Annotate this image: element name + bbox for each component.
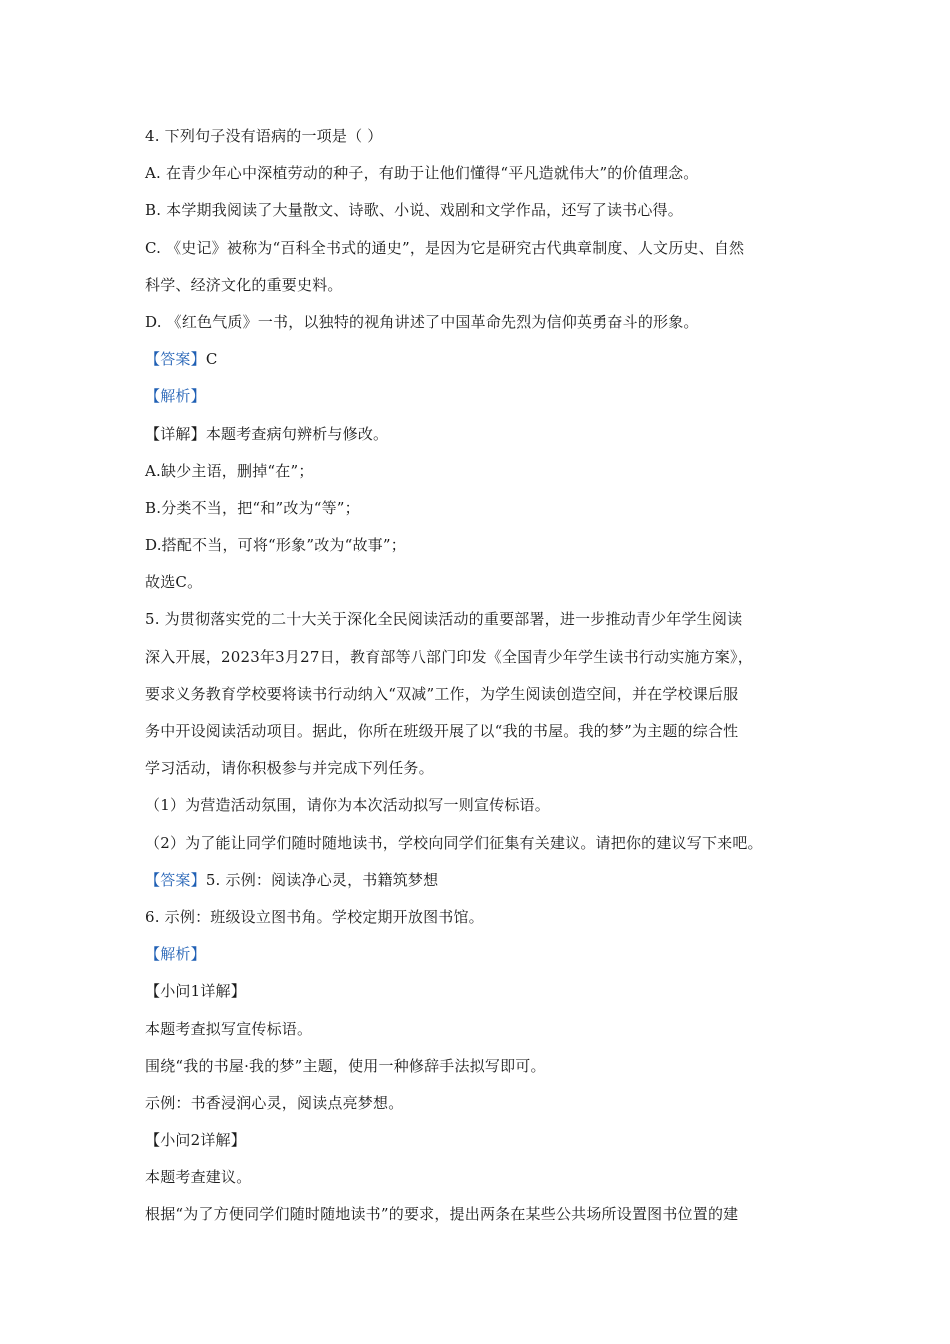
question-4-answer [145,341,815,378]
question-5-stem-line-1: 5. 为贯彻落实党的二十大关于深化全民阅读活动的重要部署，进一步推动青少年学生阅读 [145,610,743,629]
question-5-stem-line-5: 学习活动，请你积极参与并完成下列任务。 [145,759,434,778]
question-5-stem-line-3: 要求义务教育学校要将读书行动纳入“双减”工作，为学生阅读创造空间，并在学校课后服 [145,684,739,703]
analysis-tag: 【解析】 [145,387,206,406]
question-5-stem-line-2: 深入开展，2023年3月27日，教育部等八部门印发《全国青少年学生读书行动实施方案》， [145,647,753,666]
question-4-option-b: B. 本学期我阅读了大量散文、诗歌、小说、戏剧和文学作品，还写了读书心得。 [145,201,683,220]
answer-tag: 【答案】 [145,870,206,889]
question-5-analysis [145,936,815,973]
question-4-analysis [145,378,815,415]
sub-question-1-heading: 【小问1详解】 [145,982,246,1001]
question-4-option-c-continued: 科学、经济文化的重要史料。 [145,275,343,294]
question-4-fix-a: A.缺少主语，删掉“在”； [145,461,314,480]
sub-question-1-line-1: 本题考查拟写宣传标语。 [145,1019,313,1038]
answer-value: C [205,350,218,369]
question-5-task-1: （1）为营造活动氛围，请你为本次活动拟写一则宣传标语。 [145,796,550,815]
sub-question-2-line-1: 本题考查建议。 [145,1168,252,1187]
question-4-option-c: C. 《史记》被称为“百科全书式的通史”，是因为它是研究古代典章制度、人文历史、自然 [145,238,745,257]
question-4-fix-d: D.搭配不当，可将“形象”改为“故事”； [145,536,406,555]
question-5-task-2: （2）为了能让同学们随时随地读书，学校向同学们征集有关建议。请把你的建议写下来吧。 [145,833,763,852]
question-4-conclusion: 故选C。 [145,573,203,592]
detail-text: 本题考查病句辨析与修改。 [205,424,389,443]
sub-question-1-line-3: 示例：书香浸润心灵，阅读点亮梦想。 [145,1093,404,1112]
question-4-option-a: A. 在青少年心中深植劳动的种子，有助于让他们懂得“平凡造就伟大”的价值理念。 [145,164,699,183]
question-4-detail [145,416,815,453]
analysis-tag: 【解析】 [145,945,206,964]
sub-question-1-line-2: 围绕“我的书屋·我的梦”主题，使用一种修辞手法拟写即可。 [145,1056,546,1075]
sub-question-2-heading: 【小问2详解】 [145,1131,246,1150]
answer-tag: 【答案】 [145,350,206,369]
question-5-answer [145,862,815,899]
sub-question-2-line-2: 根据“为了方便同学们随时随地读书”的要求，提出两条在某些公共场所设置图书位置的建 [145,1205,739,1224]
question-4-stem: 4. 下列句子没有语病的一项是（ ） [145,127,383,145]
question-4-option-d: D. 《红色气质》一书，以独特的视角讲述了中国革命先烈为信仰英勇奋斗的形象。 [145,312,699,331]
document-content [145,118,815,1234]
question-5-stem-line-4: 务中开设阅读活动项目。据此，你所在班级开展了以“我的书屋。我的梦”为主题的综合性 [145,722,739,740]
question-5-answer-line-2: 6. 示例：班级设立图书角。学校定期开放图书馆。 [145,907,484,926]
answer-line-1: 5. 示例：阅读净心灵，书籍筑梦想 [205,870,439,889]
detail-tag: 【详解】 [145,424,206,443]
question-4-fix-b: B.分类不当，把“和”改为“等”； [145,498,360,517]
